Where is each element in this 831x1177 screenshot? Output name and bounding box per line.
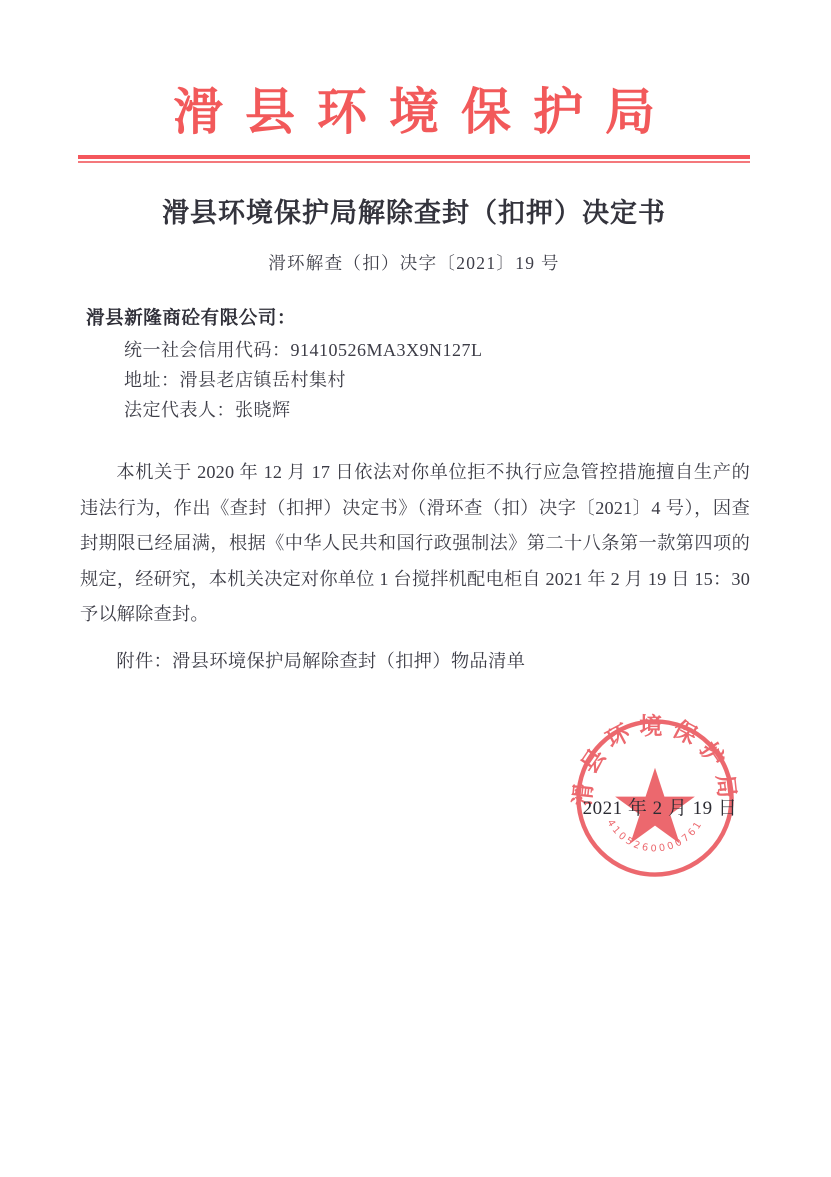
recipient-block bbox=[86, 303, 750, 425]
agency-name: 滑县环境保护局 bbox=[173, 82, 677, 141]
recipient-address: 地址：滑县老店镇岳村集村 bbox=[124, 370, 346, 390]
recipient-credit-code: 统一社会信用代码：91410526MA3X9N127L bbox=[124, 340, 483, 360]
signature-date: 2021 年 2 月 19 日 bbox=[582, 798, 738, 819]
letterhead bbox=[78, 82, 750, 142]
attachment-line: 附件：滑县环境保护局解除查封（扣押）物品清单 bbox=[116, 651, 526, 671]
recipient-legal-representative: 法定代表人：张晓辉 bbox=[124, 400, 291, 420]
divider-thin-line bbox=[78, 161, 750, 163]
svg-text:4105260000761: 4105260000761 bbox=[604, 817, 706, 855]
decision-body-paragraph: 本机关于 2020 年 12 月 17 日依法对你单位拒不执行应急管控措施擅自生产的违法行为，作出《查封（扣押）决定书》（滑环查（扣）决字〔2021〕4 号），因查封期限已经届满，根据《中华人民共和国行政强制法》第二十八条第一款第四项的规定，经研究，本机关决定对你单位 1 台搅拌机配电柜自 2021 年 2 月 19 日 15：30 予以解除查封。 bbox=[80, 462, 750, 624]
svg-text:滑县环境保护局: 滑县环境保护局 bbox=[568, 712, 742, 808]
letterhead-divider bbox=[78, 155, 750, 163]
recipient-company-name: 滑县新隆商砼有限公司： bbox=[86, 309, 297, 329]
document-number: 滑环解查（扣）决字〔2021〕19 号 bbox=[268, 253, 560, 273]
page-title: 滑县环境保护局解除查封（扣押）决定书 bbox=[162, 198, 666, 229]
